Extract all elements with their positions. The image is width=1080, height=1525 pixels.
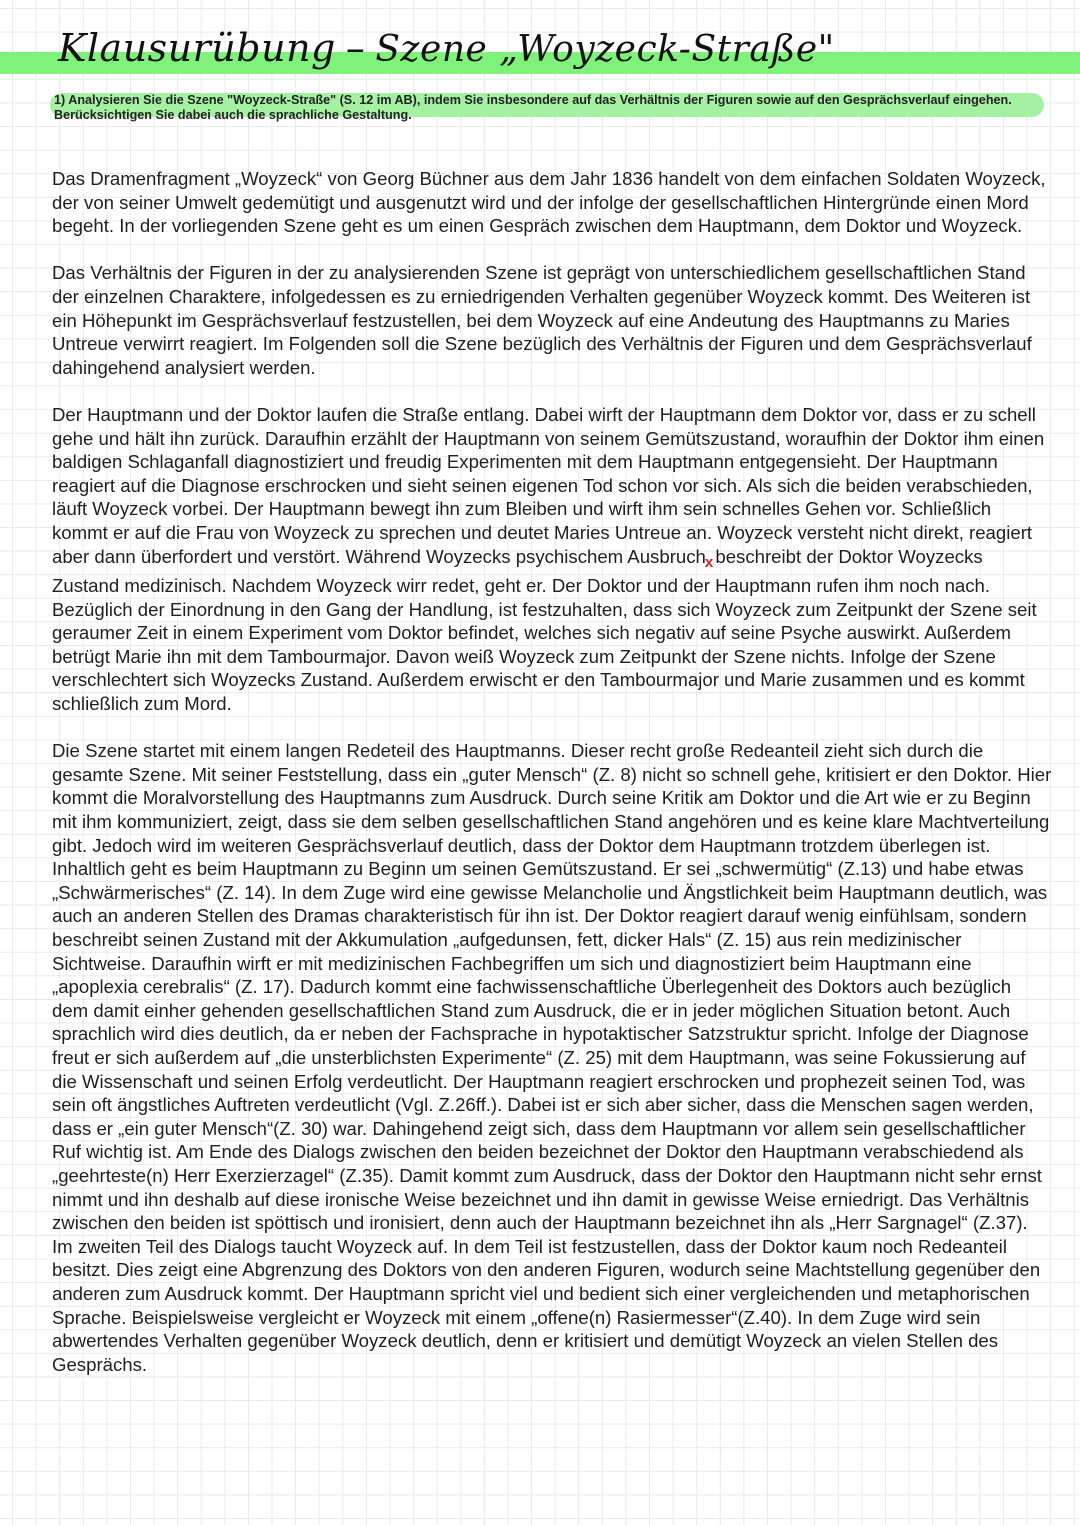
correction-mark-icon: x [704, 553, 714, 571]
title-main: Klausurübung [58, 26, 336, 70]
paragraph-summary [52, 403, 1052, 598]
paragraph-introduction: Das Dramenfragment „Woyzeck“ von Georg Büchner aus dem Jahr 1836 handelt von dem einfachen Soldaten Woyzeck, der von seiner Umwelt gedemütigt und ausgenutzt wird und der infolge der gesellschaftlichen Hintergründe einen Mord begeht. In der vorliegenden Szene geht es um einen Gespräch zwischen dem Hauptmann, dem Doktor und Woyzeck. [52, 168, 1046, 237]
title-dash: – [345, 26, 366, 70]
summary-text-part1: Der Hauptmann und der Doktor laufen die Straße entlang. Dabei wirft der Hauptmann dem Doktor vor, dass er zu schell gehe und hält ihn zurück. Daraufhin erzählt der Hauptmann von seinem Gemütszustand, woraufhin der Doktor ihm einen baldigen Schlaganfall diagnostiziert und freudig Experimenten mit dem Hauptmann entgegensieht. Der Hauptmann reagiert auf die Diagnose erschrocken und sieht seinen eigenen Tod schon vor sich. Als sich die beiden verabschieden, läuft Woyzeck vorbei. Der Hauptmann bewegt ihn zum Bleiben und wirft ihm sein schnelles Gehen vor. Schließlich kommt er auf die Frau von Woyzeck zu sprechen und deutet Maries Untreue an. Woyzeck versteht nicht direkt, reagiert aber dann überfordert und verstört. Während Woyzecks psychischem Ausbruch [52, 403, 1045, 567]
paragraph-thesis: Das Verhältnis der Figuren in der zu analysierenden Szene ist geprägt von unterschiedlichem gesellschaftlichen Stand der einzelnen Charaktere, infolgedessen es zu erniedrigenden Verhalten gegenüber Woyzeck kommt. Des Weiteren ist ein Höhepunkt im Gesprächsverlauf festzustellen, bei dem Woyzeck auf eine Andeutung des Hauptmanns zu Maries Untreue verwirrt reagiert. Im Folgenden soll die Szene bezüglich des Verhältnis der Figuren und dem Gesprächsverlauf dahingehend analysiert werden. [52, 262, 1032, 378]
task-instruction: 1) Analysieren Sie die Szene "Woyzeck-Straße" (S. 12 im AB), indem Sie insbesondere auf das Verhältnis der Figuren sowie auf den Gesprächsverlauf eingehen. Berücksichtigen Sie dabei auch die sprachliche Gestaltung. [54, 93, 1012, 122]
paragraph-analysis: Die Szene startet mit einem langen Redeteil des Hauptmanns. Dieser recht große Redeanteil zieht sich durch die gesamte Szene. Mit seiner Feststellung, dass ein „guter Mensch“ (Z. 8) nicht so schnell gehe, kritisiert er den Doktor. Hier kommt die Moralvorstellung des Hauptmanns zum Ausdruck. Durch seine Kritik am Doktor und die Art wie er zu Beginn mit ihm kommuniziert, zeigt, dass sie dem selben gesellschaftlichen Stand angehören und es keine klare Machtverteilung gibt. Jedoch wird im weiteren Gesprächsverlauf deutlich, dass der Doktor dem Hauptmann trotzdem überlegen ist. Inhaltlich geht es beim Hauptmann zu Beginn um seinen Gemütszustand. Er sei „schwermütig“ (Z.13) und habe etwas „Schwärmerisches“ (Z. 14). In dem Zuge wird eine gewisse Melancholie und Ängstlichkeit beim Hauptmann deutlich, was auch an anderen Stellen des Dramas charakteristisch für ihn ist. Der Doktor reagiert darauf wenig einfühlsam, sondern beschreibt seinen Zustand mit der Akkumulation „aufgedunsen, fett, dicker Hals“ (Z. 15) aus rein medizinischer Sichtweise. Daraufhin wirft er mit medizinischen Fachbegriffen um sich und diagnostiziert beim Hauptmann eine „apoplexia cerebralis“ (Z. 17). Dadurch kommt eine fachwissenschaftliche Überlegenheit des Doktors auch bezüglich dem damit einher gehenden gesellschaftlichen Stand zum Ausdruck, die er in jeder möglichen Situation betont. Auch sprachlich wird dies deutlich, da er neben der Fachsprache in hypotaktischer Satzstruktur spricht. Infolge der Diagnose freut er sich außerdem auf „die unsterblichsten Experimente“ (Z. 25) mit dem Hauptmann, was seine Fokussierung auf die Wissenschaft und seinen Erfolg verdeutlicht. Der Hauptmann reagiert erschrocken und prophezeit seinen Tod, was sein oft ängstliches Auftreten verdeutlicht (Vgl. Z.26ff.). Dabei ist er sich aber sicher, dass die Menschen sagen werden, dass er „ein guter Mensch“(Z. 30) war. Dahingehend zeigt sich, dass dem Hauptmann vor allem sein gesellschaftlicher Ruf wichtig ist. Am Ende des Dialogs zwischen den beiden bezeichnet der Doktor den Hauptmann verabschiedend als „geehrteste(n) Herr Exerzierzagel“ (Z.35). Damit kommt zum Ausdruck, dass der Doktor den Hauptmann nicht sehr ernst nimmt und ihn deshalb auf diese ironische Weise bezeichnet und ihn damit in gewisse Weise erniedrigt. Das Verhältnis zwischen den beiden ist spöttisch und ironisiert, denn auch der Hauptmann bezeichnet ihn als „Herr Sargnagel“ (Z.37). Im zweiten Teil des Dialogs taucht Woyzeck auf. In dem Teil ist festzustellen, dass der Doktor kaum noch Redeanteil besitzt. Dies zeigt eine Abgrenzung des Doktors von den anderen Figuren, wodurch seine Machtstellung gegenüber den anderen zum Ausdruck kommt. Der Hauptmann spricht viel und bedient sich einer vergleichenden und metaphorischen Sprache. Beispielsweise vergleicht er Woyzeck mit einem „offene(n) Rasiermesser“(Z.40). In dem Zuge wird sein abwertendes Verhalten gegenüber Woyzeck deutlich, denn er kritisiert und demütigt Woyzeck an vielen Stellen des Gesprächs. [52, 740, 1052, 1375]
essay-body [52, 167, 1052, 1400]
summary-text-part2: beschreibt der Doktor Woyzecks Zustand medizinisch. Nachdem Woyzeck wirr redet, geht er. Der Doktor und der Hauptmann rufen ihm noch nach. [52, 545, 991, 597]
page-title [58, 20, 835, 78]
title-scene: Szene „Woyzeck-Straße" [375, 29, 835, 70]
paragraph-context: Bezüglich der Einordnung in den Gang der Handlung, ist festzuhalten, dass sich Woyzeck zum Zeitpunkt der Szene seit geraumer Zeit in einem Experiment vom Doktor befindet, welches sich negativ auf seine Psyche auswirkt. Außerdem betrügt Marie ihn mit dem Tambourmajor. Davon weiß Woyzeck zum Zeitpunkt der Szene nichts. Infolge der Szene verschlechtert sich Woyzecks Zustand. Außerdem erwischt er den Tambourmajor und Marie zusammen und es kommt schließlich zum Mord. [52, 598, 1037, 715]
